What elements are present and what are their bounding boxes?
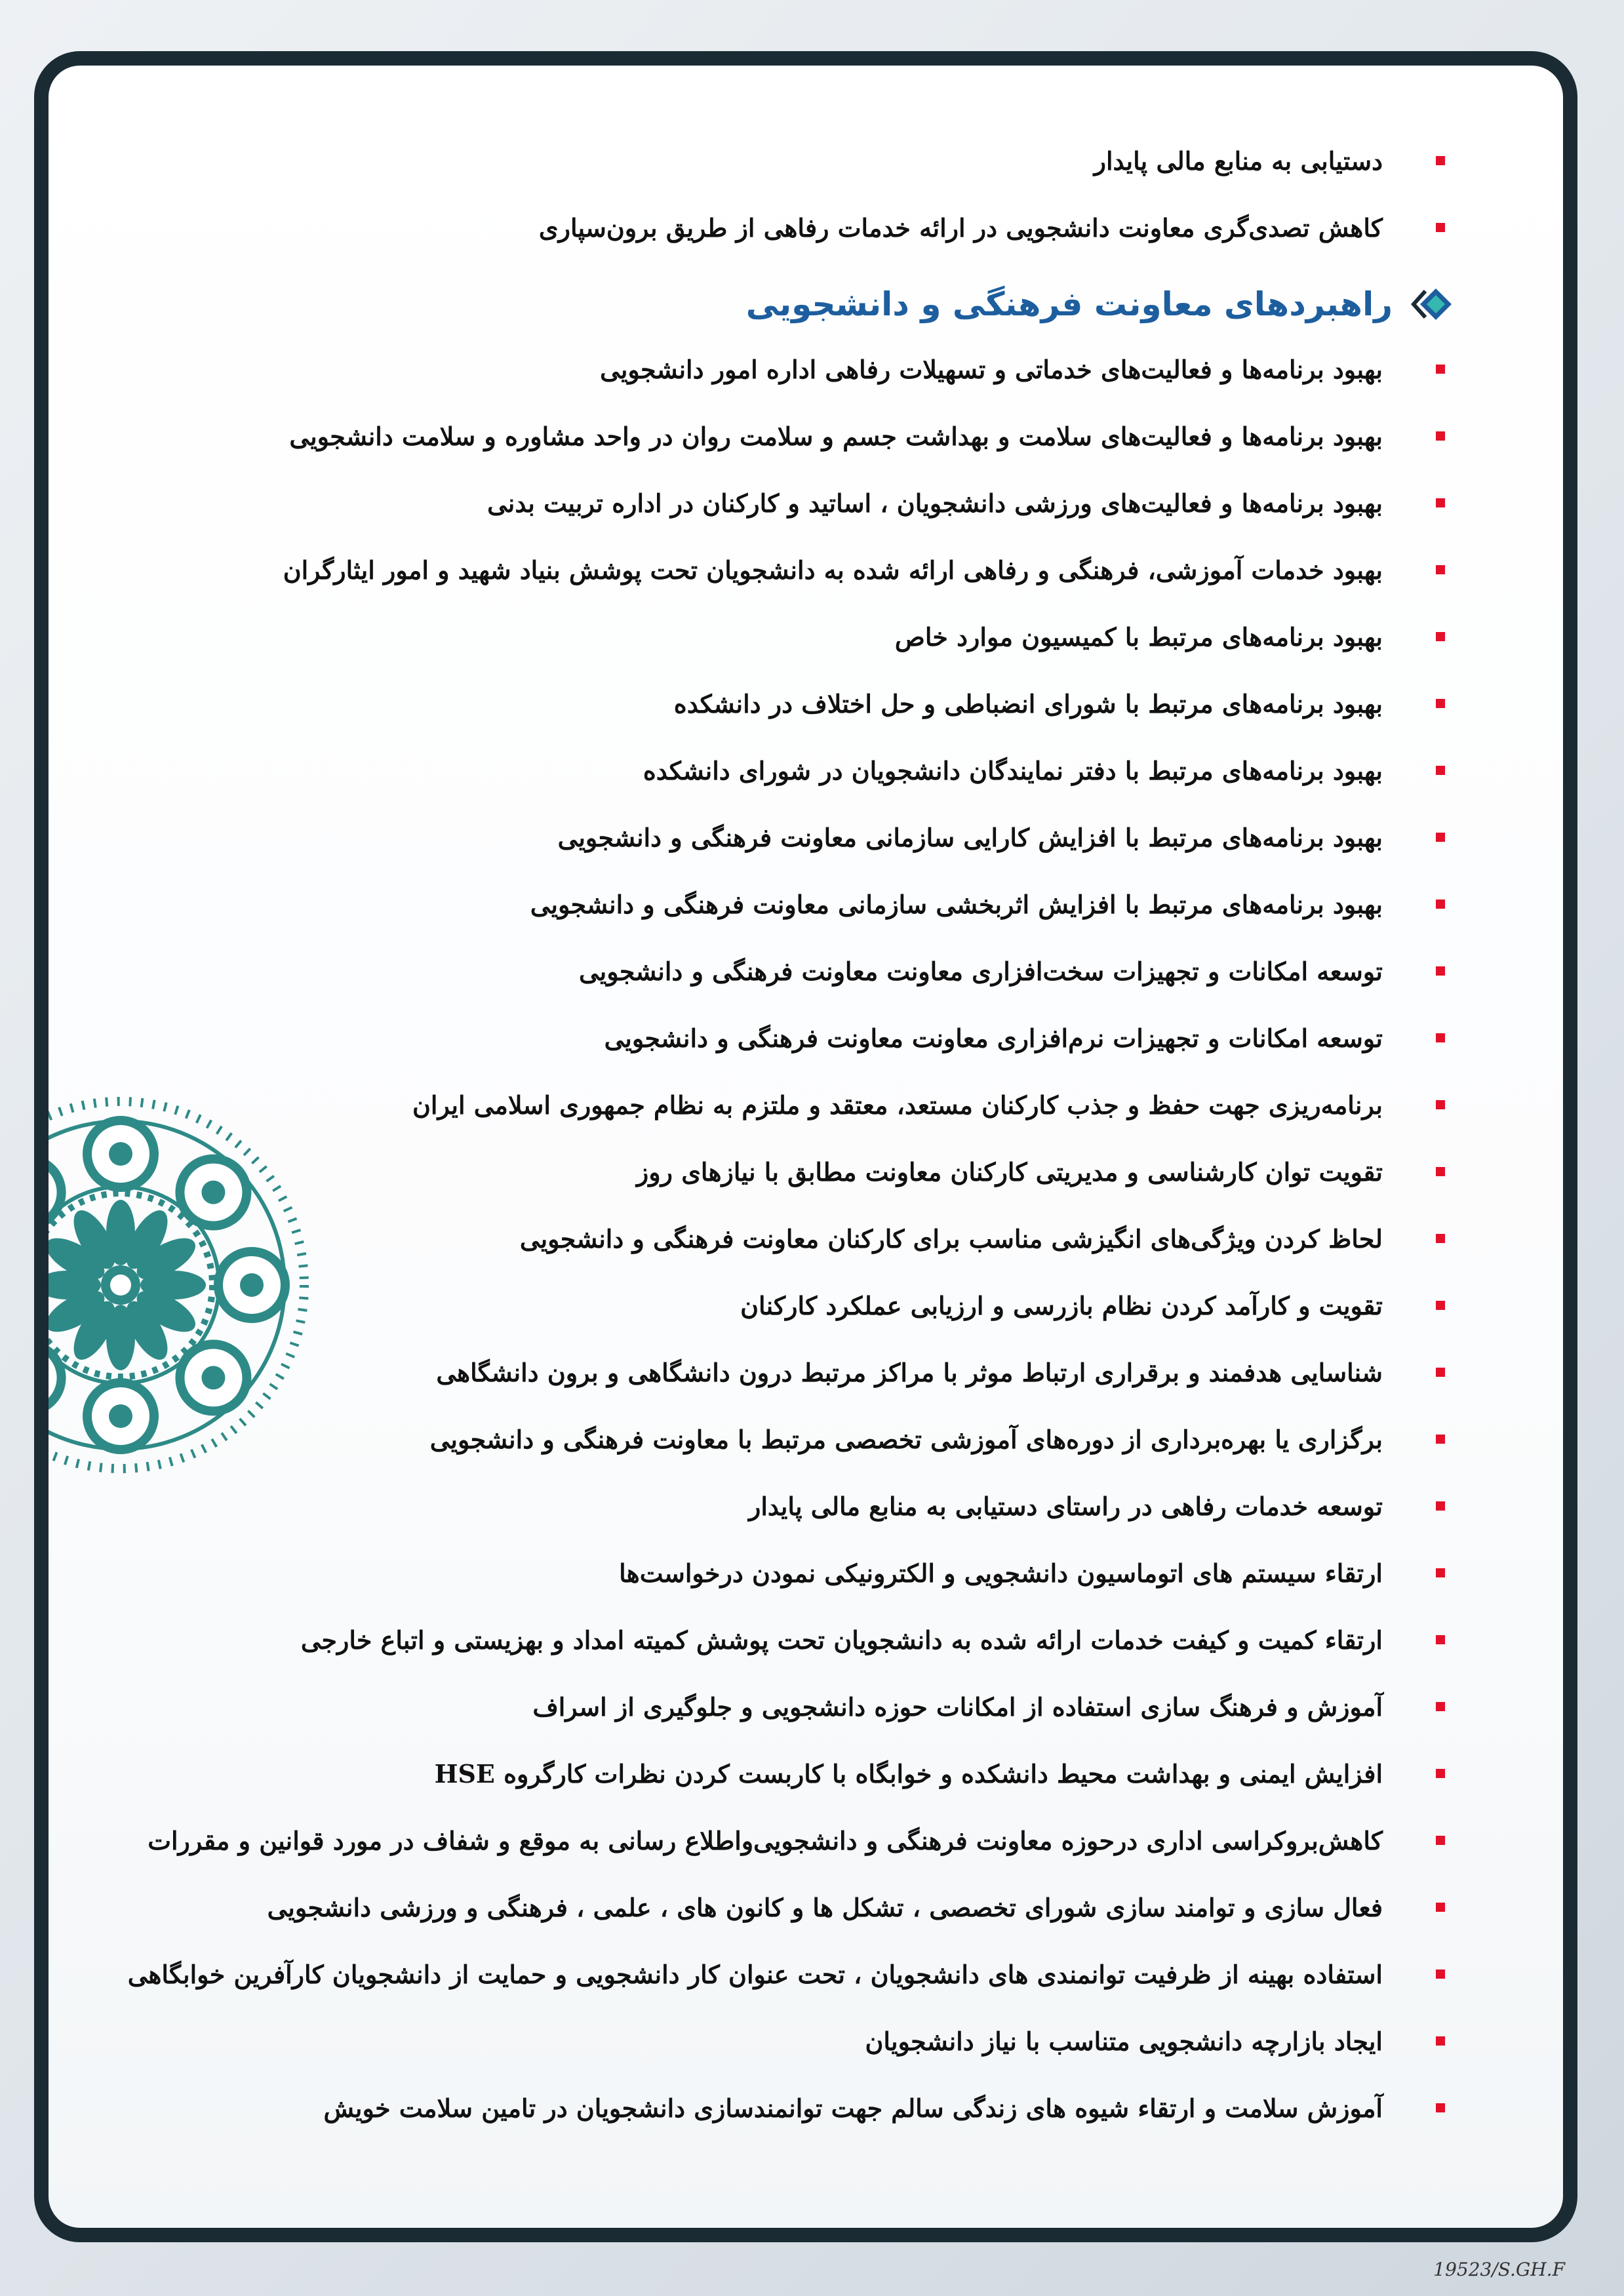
list-item-text: افزایش ایمنی و بهداشت محیط دانشکده و خوابگاه با کاربست کردن نظرات کارگروه HSE xyxy=(434,1759,1383,1789)
bullet-icon xyxy=(1436,365,1445,374)
list-item-text: ارتقاء کمیت و کیفت خدمات ارائه شده به دانشجویان تحت پوشش کمیته امداد و بهزیستی و اتباع خارجی xyxy=(300,1625,1383,1655)
bullet-icon xyxy=(1436,1033,1445,1042)
list-item xyxy=(134,1817,1445,1865)
diamond-chevron-icon xyxy=(1411,286,1457,323)
list-item xyxy=(134,413,1445,460)
footer-code: 19523/S.GH.F xyxy=(1433,2259,1565,2280)
list-item xyxy=(134,1149,1445,1196)
bullet-icon xyxy=(1436,2103,1445,2112)
bullet-icon xyxy=(1436,223,1445,232)
bullet-icon xyxy=(1436,1769,1445,1778)
list-item-text: بهبود برنامه‌های مرتبط با دفتر نمایندگان دانشجویان در شورای دانشکده xyxy=(643,756,1383,785)
list-item-text: تقویت و کارآمد کردن نظام بازرسی و ارزیابی عملکرد کارکنان xyxy=(740,1291,1383,1320)
list-item xyxy=(134,547,1445,594)
list-item-text: فعال سازی و توامند سازی شورای تخصصی ، تشکل ها و کانون های ، علمی ، فرهنگی و ورزشی دانشجویی xyxy=(267,1893,1383,1922)
list-item-text: بهبود برنامه‌های مرتبط با کمیسیون موارد خاص xyxy=(894,622,1383,652)
list-item-text: بهبود برنامه‌ها و فعالیت‌های ورزشی دانشجویان ، اساتید و کارکنان در اداره تربیت بدنی xyxy=(487,488,1383,518)
list-item xyxy=(134,614,1445,661)
bullet-icon xyxy=(1436,833,1445,842)
list-item xyxy=(134,1015,1445,1062)
strategy-list xyxy=(127,346,1445,2132)
list-item-text: توسعه امکانات و تجهیزات نرم‌افزاری معاونت معاونت فرهنگی و دانشجویی xyxy=(604,1023,1383,1053)
list-item xyxy=(134,138,1445,185)
list-item xyxy=(134,2085,1445,2132)
list-item xyxy=(134,881,1445,928)
list-item xyxy=(134,681,1445,728)
list-item-text: ایجاد بازارچه دانشجویی متناسب با نیاز دانشجویان xyxy=(865,2027,1383,2056)
list-item-text: دستیابی به منابع مالی پایدار xyxy=(1094,146,1383,176)
bullet-icon xyxy=(1436,498,1445,507)
list-item xyxy=(134,814,1445,861)
bullet-icon xyxy=(1436,1568,1445,1577)
bullet-icon xyxy=(1436,1501,1445,1511)
bullet-icon xyxy=(1436,1301,1445,1310)
bullet-icon xyxy=(1436,431,1445,441)
list-item xyxy=(134,346,1445,393)
bullet-icon xyxy=(1436,1635,1445,1644)
list-item-text: بهبود برنامه‌های مرتبط با افزایش اثربخشی سازمانی معاونت فرهنگی و دانشجویی xyxy=(530,890,1383,919)
bullet-icon xyxy=(1436,966,1445,976)
intro-list xyxy=(134,138,1445,252)
list-item xyxy=(134,205,1445,252)
bullet-icon xyxy=(1436,1100,1445,1109)
list-item-text: بهبود برنامه‌های مرتبط با شورای انضباطی و حل اختلاف در دانشکده xyxy=(673,689,1383,719)
bullet-icon xyxy=(1436,900,1445,909)
list-item xyxy=(134,948,1445,995)
list-item xyxy=(134,1082,1445,1129)
content xyxy=(127,138,1445,2152)
list-item-text: توسعه امکانات و تجهیزات سخت‌افزاری معاونت معاونت فرهنگی و دانشجویی xyxy=(578,957,1383,986)
list-item xyxy=(127,1951,1445,1998)
bullet-icon xyxy=(1436,1702,1445,1711)
bullet-icon xyxy=(1436,699,1445,708)
bullet-icon xyxy=(1436,565,1445,574)
list-item-text: برگزاری یا بهره‌برداری از دوره‌های آموزشی تخصصی مرتبط با معاونت فرهنگی و دانشجویی xyxy=(429,1425,1383,1454)
section-heading-text: راهبردهای معاونت فرهنگی و دانشجویی xyxy=(745,285,1393,323)
list-item-text: آموزش سلامت و ارتقاء شیوه های زندگی سالم جهت توانمندسازی دانشجویان در تامین سلامت خویش xyxy=(323,2093,1383,2123)
list-item-text: لحاظ کردن ویژگی‌های انگیزشی مناسب برای کارکنان معاونت فرهنگی و دانشجویی xyxy=(519,1224,1383,1254)
list-item xyxy=(134,1216,1445,1263)
list-item-text: بهبود برنامه‌ها و فعالیت‌های خدماتی و تسهیلات رفاهی اداره امور دانشجویی xyxy=(600,355,1383,384)
page-frame xyxy=(34,51,1577,2242)
bullet-icon xyxy=(1436,632,1445,641)
list-item xyxy=(134,1349,1445,1396)
list-item xyxy=(134,1884,1445,1931)
list-item-text: ارتقاء سیستم های اتوماسیون دانشجویی و الکترونیکی نمودن درخواست‌ها xyxy=(619,1558,1383,1588)
list-item-text: کاهش‌بروکراسی اداری درحوزه معاونت فرهنگی و دانشجویی‌واطلاع رسانی به موقع و شفاف در مورد قوانین و مقررات xyxy=(148,1826,1383,1855)
list-item xyxy=(134,1684,1445,1731)
section-heading xyxy=(134,271,1445,337)
list-item-text: کاهش تصدی‌گری معاونت دانشجویی در ارائه خدمات رفاهی از طریق برون‌سپاری xyxy=(538,213,1383,243)
list-item-text: بهبود خدمات آموزشی، فرهنگی و رفاهی ارائه شده به دانشجویان تحت پوشش بنیاد شهید و امور ایثارگران xyxy=(283,555,1383,585)
bullet-icon xyxy=(1436,1836,1445,1845)
list-item-text: توسعه خدمات رفاهی در راستای دستیابی به منابع مالی پایدار xyxy=(748,1492,1383,1521)
list-item xyxy=(134,747,1445,795)
list-item xyxy=(134,2018,1445,2065)
bullet-icon xyxy=(1436,1234,1445,1243)
list-item xyxy=(134,1617,1445,1664)
bullet-icon xyxy=(1436,1368,1445,1377)
bullet-icon xyxy=(1436,1903,1445,1912)
list-item-text: بهبود برنامه‌های مرتبط با افزایش کارایی سازمانی معاونت فرهنگی و دانشجویی xyxy=(557,823,1383,852)
list-item-text: برنامه‌ریزی جهت حفظ و جذب کارکنان مستعد، معتقد و ملتزم به نظام جمهوری اسلامی ایران xyxy=(412,1090,1383,1120)
list-item xyxy=(134,1416,1445,1463)
list-item-text: آموزش و فرهنگ سازی استفاده از امکانات حوزه دانشجویی و جلوگیری از اسراف xyxy=(532,1692,1383,1722)
bullet-icon xyxy=(1436,1969,1445,1979)
list-item xyxy=(134,1282,1445,1330)
bullet-icon xyxy=(1436,1435,1445,1444)
bullet-icon xyxy=(1436,2036,1445,2046)
list-item-text: استفاده بهینه از ظرفیت توانمندی های دانشجویان ، تحت عنوان کار دانشجویی و حمایت از دانشجویان کارآفرین خوابگاهی xyxy=(127,1960,1383,1989)
list-item-text: بهبود برنامه‌ها و فعالیت‌های سلامت و بهداشت جسم و سلامت روان در واحد مشاوره و سلامت دانشجویی xyxy=(289,422,1383,451)
list-item xyxy=(134,480,1445,527)
list-item xyxy=(134,1550,1445,1597)
bullet-icon xyxy=(1436,156,1445,165)
list-item xyxy=(134,1751,1445,1798)
bullet-icon xyxy=(1436,766,1445,775)
list-item-text: شناسایی هدفمند و برقراری ارتباط موثر با مراکز مرتبط درون دانشگاهی و برون دانشگاهی xyxy=(436,1358,1383,1387)
list-item xyxy=(134,1483,1445,1530)
bullet-icon xyxy=(1436,1167,1445,1176)
list-item-text: تقویت توان کارشناسی و مدیریتی کارکنان معاونت مطابق با نیازهای روز xyxy=(636,1157,1383,1187)
